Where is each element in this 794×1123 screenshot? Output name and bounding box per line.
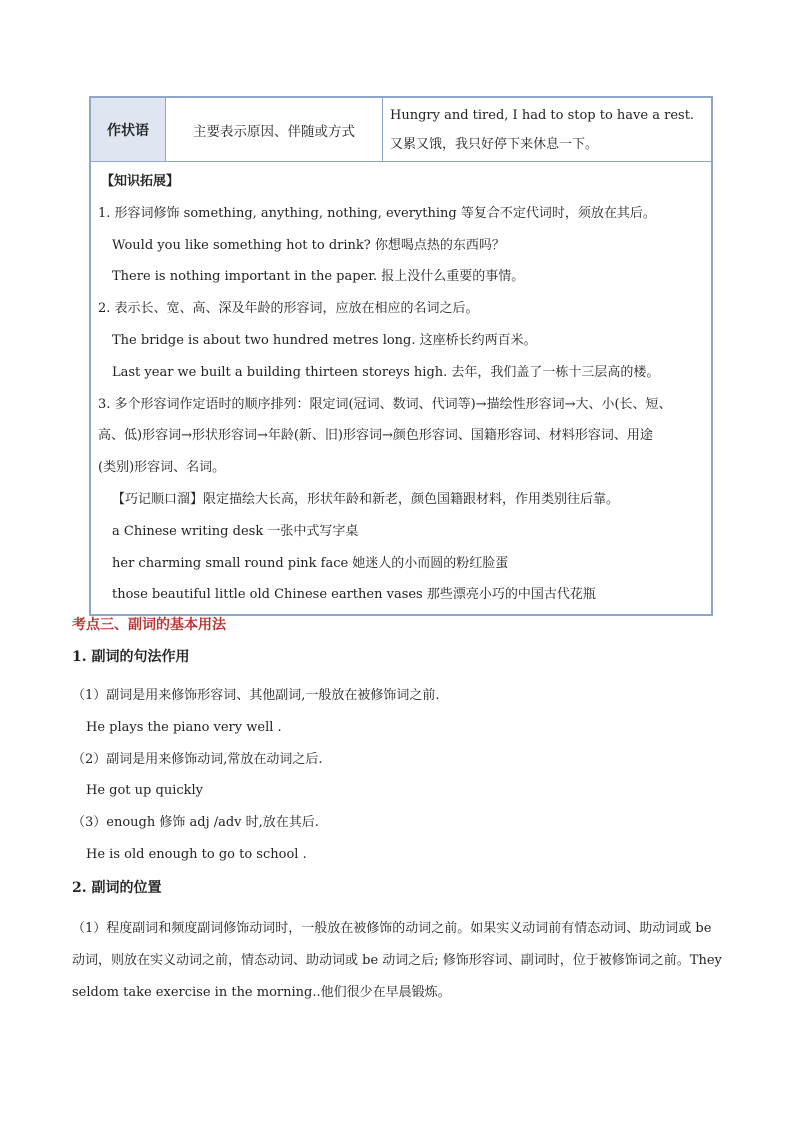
example-sentence: He is old enough to go to school . <box>86 847 307 862</box>
expansion-line: her charming small round pink face 她迷人的小而圆的粉红脸蛋 <box>112 555 509 571</box>
expansion-line: 高、低)形容词→形状形容词→年龄(新、旧)形容词→颜色形容词、国籍形容词、材料形容词、用途 <box>98 428 653 444</box>
table-row <box>91 98 711 162</box>
expansion-line: those beautiful little old Chinese earthen vases 那些漂亮小巧的中国古代花瓶 <box>112 587 596 603</box>
example-cell: Hungry and tired, I had to stop to have a rest. 又累又饿，我只好停下来休息一下。 <box>390 107 695 152</box>
usage-cell: 主要表示原因、伴随或方式 <box>166 98 383 161</box>
mnemonic-line: 【巧记顺口溜】限定描绘大长高，形状年龄和新老，颜色国籍跟材料，作用类别往后靠。 <box>112 491 620 507</box>
rule-item: （1）副词是用来修饰形容词、其他副词,一般放在被修饰词之前. <box>72 688 440 703</box>
expansion-line: The bridge is about two hundred metres long. 这座桥长约两百米。 <box>112 332 537 348</box>
expansion-line: Would you like something hot to drink? 你想喝点热的东西吗？ <box>112 237 505 253</box>
knowledge-expansion <box>91 162 711 614</box>
example-sentence: He got up quickly <box>86 783 204 798</box>
term-cell: 作状语 <box>91 98 166 161</box>
position-paragraph: （1）程度副词和频度副词修饰动词时，一般放在被修饰的动词之前。如果实义动词前有情态动词、助动词或 be 动词，则放在实义动词之前，情态动词、助动词或 be 动词之后; 修饰形容词、副词时，位于被修饰词之前。They seldom take exercise in the morning..他们很少在早晨锻炼。 <box>72 921 722 1000</box>
expansion-line: There is nothing important in the paper. 报上没什么重要的事情。 <box>112 269 525 285</box>
section-title: 考点三、副词的基本用法 <box>72 617 226 633</box>
subsection-heading: 1. 副词的句法作用 <box>72 649 190 665</box>
expansion-header: 【知识拓展】 <box>101 174 180 189</box>
grammar-table <box>89 96 713 616</box>
rule-item: （2）副词是用来修饰动词,常放在动词之后. <box>72 752 323 767</box>
example-sentence: He plays the piano very well . <box>86 720 282 735</box>
rule-item: （3）enough 修饰 adj /adv 时,放在其后. <box>72 815 319 830</box>
expansion-line: 1. 形容词修饰 something, anything, nothing, everything 等复合不定代词时，须放在其后。 <box>98 205 656 221</box>
expansion-line: (类别)形容词、名词。 <box>98 460 226 476</box>
expansion-line: 2. 表示长、宽、高、深及年龄的形容词，应放在相应的名词之后。 <box>98 301 479 317</box>
expansion-line: Last year we built a building thirteen storeys high. 去年，我们盖了一栋十三层高的楼。 <box>112 364 660 380</box>
expansion-line: a Chinese writing desk 一张中式写字桌 <box>112 523 359 539</box>
expansion-line: 3. 多个形容词作定语时的顺序排列：限定词(冠词、数词、代词等)→描绘性形容词→大、小(长、短、 <box>98 396 672 412</box>
subsection-heading: 2. 副词的位置 <box>72 880 162 896</box>
